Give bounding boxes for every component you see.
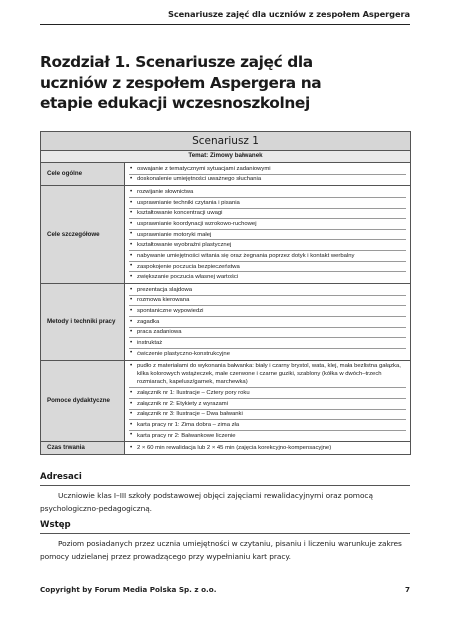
scenario-title: Scenariusz 1 bbox=[41, 132, 411, 151]
section-rule bbox=[40, 533, 410, 534]
item-list bbox=[129, 443, 406, 453]
list-item: • załącznik nr 3: Ilustracje – Dwa bałwanki bbox=[129, 410, 406, 421]
footer-copyright: Copyright by Forum Media Polska Sp. z o.o. bbox=[40, 585, 217, 594]
header-rule bbox=[40, 24, 410, 25]
row-label: Cele szczegółowe bbox=[41, 186, 125, 284]
item-list bbox=[129, 285, 406, 358]
list-item: • instruktaż bbox=[129, 338, 406, 349]
list-item: • załącznik nr 2: Etykiety z wyrazami bbox=[129, 399, 406, 410]
list-item: • usprawnianie techniki czytania i pisania bbox=[129, 198, 406, 209]
list-item: • usprawnianie koordynacji wzrokowo-ruchowej bbox=[129, 219, 406, 230]
section-rule bbox=[40, 485, 410, 486]
list-item: • pudło z materiałami do wykonania bałwanka: biały i czarny brystol, wata, klej, mała bezlistna gałązka, kilka kolorowych wstążeczek, małe czerwone i czarne guziki, szablony (kółka w dwóch–trzech rozmiarach, kapelusz/garnek, marchewka) bbox=[129, 362, 406, 389]
list-item: • oswajanie z tematycznymi sytuacjami zadaniowymi bbox=[129, 164, 406, 175]
list-item: • nabywanie umiejętności witania się oraz żegnania poprzez dotyk i kontakt werbalny bbox=[129, 251, 406, 262]
list-item: • zagadka bbox=[129, 317, 406, 328]
row-label: Metody i techniki pracy bbox=[41, 284, 125, 360]
item-list bbox=[129, 187, 406, 282]
list-item: • ćwiczenie plastyczno-konstrukcyjne bbox=[129, 349, 406, 359]
table-row-teaching-aids bbox=[41, 360, 411, 442]
scenario-table bbox=[40, 131, 411, 455]
list-item: • załącznik nr 1: Ilustracje – Cztery pory roku bbox=[129, 388, 406, 399]
list-item: • prezentacja slajdowa bbox=[129, 285, 406, 296]
scenario-theme: Temat: Zimowy bałwanek bbox=[41, 151, 411, 163]
list-item: • karta pracy nr 2: Bałwankowe liczenie bbox=[129, 431, 406, 441]
table-row-duration bbox=[41, 442, 411, 455]
list-item: • kształtowanie wyobraźni plastycznej bbox=[129, 240, 406, 251]
list-item: • zwiększanie poczucia własnej wartości bbox=[129, 272, 406, 282]
item-list bbox=[129, 362, 406, 441]
table-row-methods bbox=[41, 284, 411, 360]
section-heading-introduction: Wstęp bbox=[40, 520, 71, 530]
section-heading-addressees: Adresaci bbox=[40, 472, 82, 482]
list-item: • kształtowanie koncentracji uwagi bbox=[129, 209, 406, 220]
list-item: • rozmowa kierowana bbox=[129, 296, 406, 307]
row-label: Cele ogólne bbox=[41, 163, 125, 186]
addressees-paragraph: Uczniowie klas I–III szkoły podstawowej objęci zajęciami rewalidacyjnymi oraz pomocą psychologiczno-pedagogiczną. bbox=[40, 491, 373, 513]
row-label: Czas trwania bbox=[41, 442, 125, 455]
introduction-paragraph: Poziom posiadanych przez ucznia umiejętności w czytaniu, pisaniu i liczeniu warunkuje zakres pomocy udzielanej przez prowadzącego przy wypełnianiu kart pracy. bbox=[40, 539, 402, 561]
table-row-specific-goals bbox=[41, 186, 411, 284]
list-item: • karta pracy nr 1: Zima dobra – zima zła bbox=[129, 420, 406, 431]
running-header: Scenariusze zajęć dla uczniów z zespołem Aspergera bbox=[167, 9, 410, 19]
chapter-title: Rozdział 1. Scenariusze zajęć dla uczniów z zespołem Aspergera na etapie edukacji wczesnoszkolnej bbox=[40, 53, 322, 112]
table-row-general-goals bbox=[41, 163, 411, 186]
list-item: • usprawnianie motoryki małej bbox=[129, 230, 406, 241]
row-label: Pomoce dydaktyczne bbox=[41, 360, 125, 442]
list-item: • 2 × 60 min rewalidacja lub 2 × 45 min (zajęcia korekcyjno-kompensacyjne) bbox=[129, 443, 406, 453]
list-item: • doskonalenie umiejętności uważnego słuchania bbox=[129, 175, 406, 185]
list-item: • zaspokojenie poczucia bezpieczeństwa bbox=[129, 262, 406, 273]
item-list bbox=[129, 164, 406, 184]
list-item: • spontaniczne wypowiedzi bbox=[129, 306, 406, 317]
list-item: • rozwijanie słownictwa bbox=[129, 187, 406, 198]
page-number: 7 bbox=[404, 585, 410, 594]
list-item: • praca zadaniowa bbox=[129, 328, 406, 339]
